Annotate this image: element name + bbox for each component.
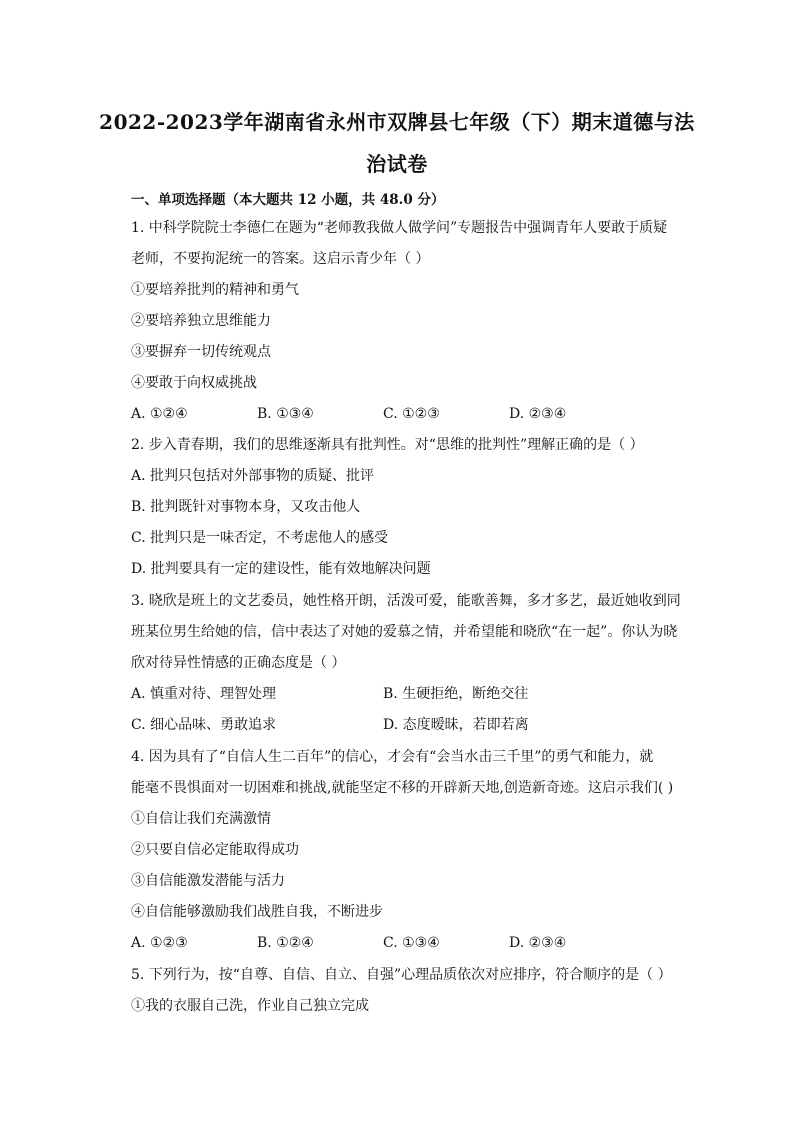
q1-option-c: C. ①②③ <box>383 406 440 422</box>
q2-stem-line1: 2. 步入青春期，我们的思维逐渐具有批判性。对“思维的批判性”理解正确的是（ ） <box>131 437 644 453</box>
exam-title-line1: 2022-2023学年湖南省永州市双牌县七年级（下）期末道德与法 <box>99 110 695 134</box>
q4-item: ③自信能激发潜能与活力 <box>131 873 285 889</box>
exam-title-line2: 治试卷 <box>366 152 428 176</box>
q2-option-c: C. 批判只是一味否定，不考虑他人的感受 <box>131 530 389 546</box>
q3-stem-line1: 3. 晓欣是班上的文艺委员，她性格开朗，活泼可爱，能歌善舞，多才多艺，最近她收到同 <box>131 593 681 609</box>
q1-item: ③要摒弃一切传统观点 <box>131 344 271 360</box>
q3-option-c: C. 细心品味、勇敢追求 <box>131 717 277 733</box>
q1-option-a: A. ①②④ <box>131 406 188 422</box>
q1-stem-line2: 老师，不要拘泥统一的答案。这启示青少年（ ） <box>131 251 430 267</box>
q2-option-b: B. 批判既针对事物本身，又攻击他人 <box>131 499 361 515</box>
q5-item: ①我的衣服自己洗，作业自己独立完成 <box>131 998 369 1014</box>
q5-stem-line1: 5. 下列行为，按“自尊、自信、自立、自强”心理品质依次对应排序，符合顺序的是（ ） <box>131 967 672 983</box>
q4-item: ①自信让我们充满激情 <box>131 811 271 827</box>
q4-option-d: D. ②③④ <box>509 935 567 951</box>
q3-stem-line2: 班某位男生给她的信，信中表达了对她的爱慕之情，并希望能和晓欣“在一起”。你认为晓 <box>131 624 678 640</box>
q4-option-b: B. ①②④ <box>257 935 314 951</box>
q1-option-b: B. ①③④ <box>257 406 314 422</box>
q4-stem-line1: 4. 因为具有了“自信人生二百年”的信心，才会有“会当水击三千里”的勇气和能力，就 <box>131 749 654 765</box>
q3-stem-line3: 欣对待异性情感的正确态度是（ ） <box>131 655 346 671</box>
q1-item: ④要敢于向权威挑战 <box>131 375 257 391</box>
q2-option-a: A. 批判只包括对外部事物的质疑、批评 <box>131 468 375 484</box>
q4-item: ④自信能够激励我们战胜自我，不断进步 <box>131 904 383 920</box>
q4-option-c: C. ①③④ <box>383 935 440 951</box>
q1-stem-line1: 1. 中科学院院士李德仁在题为“老师教我做人做学问”专题报告中强调青年人要敢于质疑 <box>131 220 668 236</box>
section-heading: 一、单项选择题（本大题共 12 小题，共 48.0 分） <box>131 192 445 208</box>
q2-option-d: D. 批判要具有一定的建设性，能有效地解决问题 <box>131 561 431 577</box>
q4-stem-line2: 能毫不畏惧面对一切困难和挑战,就能坚定不移的开辟新天地,创造新奇迹。这启示我们( ) <box>131 780 674 796</box>
q1-item: ①要培养批判的精神和勇气 <box>131 282 299 298</box>
q1-option-d: D. ②③④ <box>509 406 567 422</box>
q3-option-a: A. 慎重对待、理智处理 <box>131 686 277 702</box>
q4-option-a: A. ①②③ <box>131 935 188 951</box>
q3-option-b: B. 生硬拒绝，断绝交往 <box>383 686 529 702</box>
q1-item: ②要培养独立思维能力 <box>131 313 271 329</box>
q3-option-d: D. 态度暧昧，若即若离 <box>383 717 529 733</box>
q4-item: ②只要自信必定能取得成功 <box>131 842 299 858</box>
